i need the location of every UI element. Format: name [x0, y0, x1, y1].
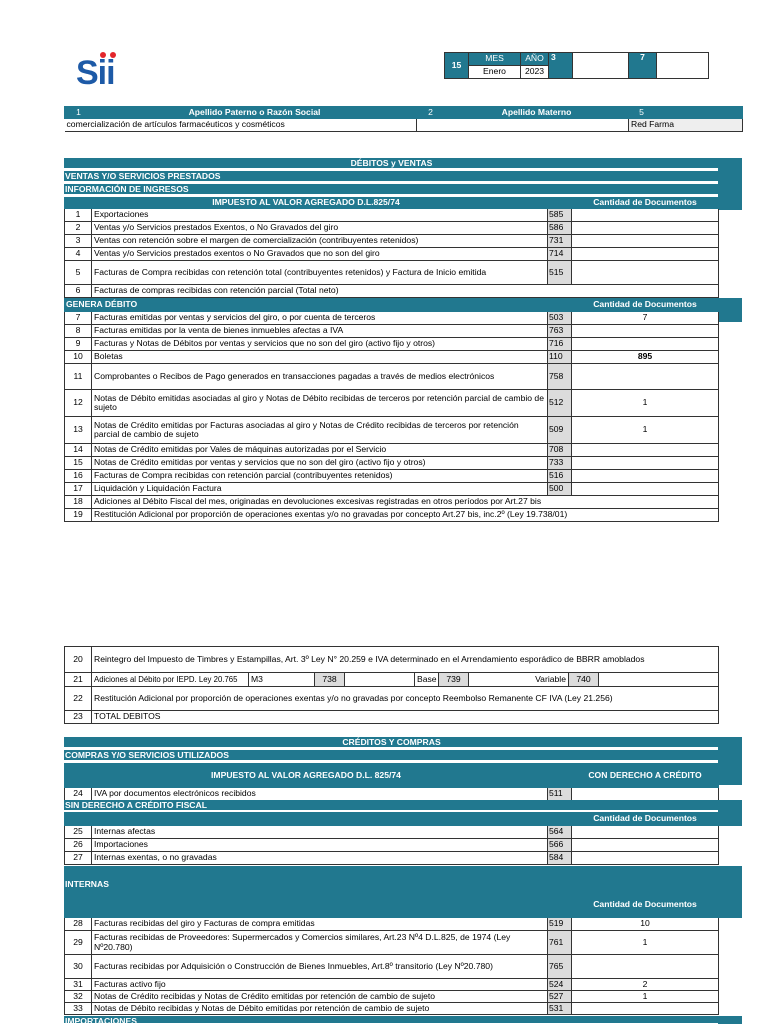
table-row — [65, 261, 719, 285]
section-tab-internas — [718, 866, 742, 918]
period-header — [444, 52, 709, 79]
row-code: 509 — [548, 417, 572, 444]
row-value[interactable] — [572, 483, 719, 496]
internas-pad — [65, 892, 572, 918]
row-number: 32 — [65, 991, 92, 1003]
sin-derecho-pad — [65, 813, 572, 826]
row-code: 758 — [548, 364, 572, 390]
creditos-table-b — [64, 812, 719, 865]
table-row — [65, 673, 719, 687]
row-number: 30 — [65, 955, 92, 979]
row-code: 527 — [548, 991, 572, 1003]
cell-7: 7 — [629, 53, 657, 79]
row-value[interactable]: 10 — [572, 918, 719, 931]
row-number: 27 — [65, 852, 92, 865]
row-number: 15 — [65, 457, 92, 470]
row-desc: Facturas de Compra recibidas con retención parcial (contribuyentes retenidos) — [92, 470, 548, 483]
apellido-materno-field[interactable] — [417, 119, 629, 132]
row-desc: Adiciones al Débito por IEPD. Ley 20.765 — [92, 673, 249, 687]
row-code: 500 — [548, 483, 572, 496]
label-2: 2 — [417, 107, 445, 119]
row-number: 26 — [65, 839, 92, 852]
row-desc: Notas de Crédito emitidas por Facturas asociadas al giro y Notas de Crédito recibidas de terceros por retención parcial de cambio de sujeto — [92, 417, 548, 444]
table-row — [65, 351, 719, 364]
row-code: 585 — [548, 209, 572, 222]
row-number: 25 — [65, 826, 92, 839]
row-code: 761 — [548, 931, 572, 955]
compras-label: COMPRAS Y/O SERVICIOS UTILIZADOS — [64, 750, 718, 761]
debitos-table-c — [64, 646, 719, 724]
row-number: 31 — [65, 979, 92, 991]
row-value[interactable] — [572, 209, 719, 222]
table-row — [65, 457, 719, 470]
table-row — [65, 826, 719, 839]
row-value[interactable]: 1 — [572, 991, 719, 1003]
debitos-table-b — [64, 298, 719, 522]
iva-label: IMPUESTO AL VALOR AGREGADO D.L.825/74 — [65, 198, 548, 209]
table-row — [65, 222, 719, 235]
row-number: 1 — [65, 209, 92, 222]
label-5: 5 — [629, 107, 655, 119]
label-1: 1 — [65, 107, 93, 119]
row-desc: Notas de Crédito emitidas por ventas y servicios que no son del giro (activo fijo y otros) — [92, 457, 548, 470]
row-number: 33 — [65, 1003, 92, 1015]
cell-7-value[interactable] — [657, 53, 709, 79]
row-value[interactable] — [572, 839, 719, 852]
row-number: 17 — [65, 483, 92, 496]
row-code: 740 — [569, 673, 599, 687]
table-row — [65, 979, 719, 991]
cell-3-value[interactable] — [573, 53, 629, 79]
variable-value[interactable] — [599, 673, 719, 687]
row-number: 28 — [65, 918, 92, 931]
mes-value[interactable]: Enero — [469, 66, 521, 79]
row-code: 765 — [548, 955, 572, 979]
row-desc: Boletas — [92, 351, 548, 364]
row-code: 731 — [548, 235, 572, 248]
table-row — [65, 852, 719, 865]
row-desc: Facturas recibidas de Proveedores: Supermercados y Comercios similares, Art.23 Nº4 D.L.825, de 1974 (Ley Nº20.780) — [92, 931, 548, 955]
nombre-field[interactable]: Red Farma — [629, 119, 743, 132]
anio-value[interactable]: 2023 — [521, 66, 549, 79]
row-number: 20 — [65, 647, 92, 673]
logo-text: Sii — [76, 54, 115, 92]
row-desc: Notas de Crédito emitidas por Vales de máquinas autorizadas por el Servicio — [92, 444, 548, 457]
importaciones-label: IMPORTACIONES — [64, 1016, 718, 1024]
row-code: 512 — [548, 390, 572, 417]
apellido-materno-label: Apellido Materno — [445, 107, 629, 119]
table-row — [65, 711, 719, 724]
section-tab-sin-derecho — [718, 800, 742, 826]
row-code: 524 — [548, 979, 572, 991]
creditos-title: CRÉDITOS Y COMPRAS — [64, 737, 718, 748]
row-code: 564 — [548, 826, 572, 839]
row-desc: Facturas emitidas por ventas y servicios del giro, o por cuenta de terceros — [92, 312, 548, 325]
razon-social-field[interactable]: comercialización de artículos farmacéuticos y cosméticos — [65, 119, 417, 132]
table-row — [65, 991, 719, 1003]
table-row — [65, 647, 719, 673]
row-code: 531 — [548, 1003, 572, 1015]
section-tab-debitos — [718, 158, 742, 210]
iva-label-pad — [548, 198, 572, 209]
row-desc: Ventas y/o Servicios prestados Exentos, o No Gravados del giro — [92, 222, 548, 235]
mes-label: MES — [469, 53, 521, 66]
cant-docs-label-4: Cantidad de Documentos — [572, 892, 719, 918]
table-row — [65, 338, 719, 351]
row-desc: Reintegro del Impuesto de Timbres y Estampillas, Art. 3º Ley N° 20.259 e IVA determinado en el Arrendamiento esporádico de BBRR amoblados — [92, 647, 719, 673]
row-number: 29 — [65, 931, 92, 955]
sii-logo — [76, 52, 124, 92]
row-desc: Facturas recibidas por Adquisición o Construcción de Bienes Inmuebles, Art.8º transitorio (Ley Nº20.780) — [92, 955, 548, 979]
table-row — [65, 417, 719, 444]
row-number: 18 — [65, 496, 92, 509]
row-number: 9 — [65, 338, 92, 351]
base-label: Base — [415, 673, 439, 687]
row-desc: Restitución Adicional por proporción de operaciones exentas y/o no gravadas por concepto Art.27 bis, inc.2º (Ley 19.738/01) — [92, 509, 719, 522]
row-desc: Notas de Débito emitidas asociadas al giro y Notas de Débito recibidas de terceros por retención parcial de cambio de sujeto — [92, 390, 548, 417]
table-row — [65, 687, 719, 711]
row-code: 503 — [548, 312, 572, 325]
row-desc: Notas de Crédito recibidas y Notas de Crédito emitidas por retención de cambio de sujeto — [92, 991, 548, 1003]
table-row — [65, 248, 719, 261]
m3-value[interactable] — [345, 673, 415, 687]
row-code: 519 — [548, 918, 572, 931]
row-code: 511 — [548, 788, 572, 801]
debitos-title: DÉBITOS y VENTAS — [64, 158, 718, 169]
table-row — [65, 496, 719, 509]
table-row — [65, 285, 719, 298]
row-desc: Facturas de compras recibidas con retención parcial (Total neto) — [92, 285, 719, 298]
table-row — [65, 483, 719, 496]
row-value[interactable]: 895 — [572, 351, 719, 364]
cant-docs-label-3: Cantidad de Documentos — [572, 813, 719, 826]
row-desc: Exportaciones — [92, 209, 548, 222]
row-value[interactable]: 7 — [572, 312, 719, 325]
anio-label: AÑO — [521, 53, 549, 66]
row-code: 584 — [548, 852, 572, 865]
row-value[interactable] — [572, 248, 719, 261]
table-row — [65, 1003, 719, 1015]
section-tab-importaciones — [718, 1016, 742, 1024]
table-row — [65, 209, 719, 222]
row-value[interactable]: 1 — [572, 390, 719, 417]
row-number: 4 — [65, 248, 92, 261]
row-desc: Facturas emitidas por la venta de bienes inmuebles afectas a IVA — [92, 325, 548, 338]
row-desc: Internas exentas, o no gravadas — [92, 852, 548, 865]
informacion-ingresos-label: INFORMACIÓN DE INGRESOS — [64, 184, 718, 195]
row-value[interactable] — [572, 955, 719, 979]
internas-label: INTERNAS — [64, 866, 718, 892]
row-number: 22 — [65, 687, 92, 711]
row-code: 733 — [548, 457, 572, 470]
table-row — [65, 509, 719, 522]
row-code: 515 — [548, 261, 572, 285]
table-row — [65, 312, 719, 325]
row-number: 6 — [65, 285, 92, 298]
row-value[interactable] — [572, 364, 719, 390]
row-value[interactable]: 1 — [572, 417, 719, 444]
row-value[interactable] — [572, 444, 719, 457]
table-row — [65, 364, 719, 390]
cell-15: 15 — [445, 53, 469, 79]
row-desc: Restitución Adicional por proporción de operaciones exentas y/o no gravadas por concepto Reembolso Remanente CF IVA (Ley 21.256) — [92, 687, 719, 711]
row-desc: Ventas y/o Servicios prestados exentos o No Gravados que no son del giro — [92, 248, 548, 261]
section-tab-genera — [718, 298, 742, 322]
row-value[interactable] — [572, 222, 719, 235]
table-row — [65, 235, 719, 248]
row-code: 110 — [548, 351, 572, 364]
row-desc: Facturas activo fijo — [92, 979, 548, 991]
row-desc: Facturas y Notas de Débitos por ventas y servicios que no son del giro (activo fijo y otros) — [92, 338, 548, 351]
row-number: 11 — [65, 364, 92, 390]
row-desc: Importaciones — [92, 839, 548, 852]
row-desc: Internas afectas — [92, 826, 548, 839]
header-filler — [655, 107, 743, 119]
row-number: 23 — [65, 711, 92, 724]
m3-label: M3 — [249, 673, 315, 687]
row-value[interactable] — [572, 470, 719, 483]
row-value[interactable] — [572, 788, 719, 801]
row-number: 8 — [65, 325, 92, 338]
row-number: 13 — [65, 417, 92, 444]
row-value[interactable]: 1 — [572, 931, 719, 955]
row-code: 738 — [315, 673, 345, 687]
row-desc: Liquidación y Liquidación Factura — [92, 483, 548, 496]
row-code: 708 — [548, 444, 572, 457]
row-number: 24 — [65, 788, 92, 801]
table-row — [65, 390, 719, 417]
row-code: 739 — [439, 673, 469, 687]
row-number: 5 — [65, 261, 92, 285]
row-value[interactable] — [572, 325, 719, 338]
row-code: 716 — [548, 338, 572, 351]
table-row — [65, 470, 719, 483]
table-row — [65, 931, 719, 955]
row-code: 714 — [548, 248, 572, 261]
table-row — [65, 918, 719, 931]
ventas-label: VENTAS Y/O SERVICIOS PRESTADOS — [64, 171, 718, 182]
apellido-paterno-label: Apellido Paterno o Razón Social — [93, 107, 417, 119]
row-number: 14 — [65, 444, 92, 457]
table-row — [65, 788, 719, 801]
variable-label: Variable — [469, 673, 569, 687]
row-value[interactable] — [572, 1003, 719, 1015]
genera-debito-label: GENERA DÉBITO — [65, 299, 572, 312]
identity-section — [64, 106, 743, 132]
row-desc: Facturas de Compra recibidas con retención total (contribuyentes retenidos) y Factura de Inicio emitida — [92, 261, 548, 285]
row-value[interactable] — [572, 826, 719, 839]
iva-label-pad-2 — [548, 764, 572, 788]
table-row — [65, 325, 719, 338]
row-value[interactable]: 2 — [572, 979, 719, 991]
row-number: 2 — [65, 222, 92, 235]
table-row — [65, 955, 719, 979]
row-desc: Notas de Débito recibidas y Notas de Débito emitidas por retención de cambio de sujeto — [92, 1003, 548, 1015]
row-desc: Ventas con retención sobre el margen de comercialización (contribuyentes retenidos) — [92, 235, 548, 248]
row-number: 12 — [65, 390, 92, 417]
creditos-table-c — [64, 891, 719, 1015]
debitos-table-a — [64, 197, 719, 298]
sin-derecho-label: SIN DERECHO A CRÉDITO FISCAL — [64, 800, 718, 811]
table-row — [65, 839, 719, 852]
row-value[interactable] — [572, 852, 719, 865]
row-code: 516 — [548, 470, 572, 483]
row-value[interactable] — [572, 457, 719, 470]
row-number: 19 — [65, 509, 92, 522]
cant-docs-label-2: Cantidad de Documentos — [572, 299, 719, 312]
table-row — [65, 444, 719, 457]
section-tab-creditos — [718, 737, 742, 785]
row-code: 763 — [548, 325, 572, 338]
row-number: 3 — [65, 235, 92, 248]
creditos-table-a — [64, 763, 719, 801]
iva-label-creditos: IMPUESTO AL VALOR AGREGADO D.L. 825/74 — [65, 764, 548, 788]
row-code: 586 — [548, 222, 572, 235]
row-desc: TOTAL DEBITOS — [92, 711, 719, 724]
row-desc: IVA por documentos electrónicos recibidos — [92, 788, 548, 801]
row-number: 16 — [65, 470, 92, 483]
row-desc: Adiciones al Débito Fiscal del mes, originadas en devoluciones excesivas registradas en otros períodos por Art.27 bis — [92, 496, 719, 509]
row-number: 21 — [65, 673, 92, 687]
row-number: 7 — [65, 312, 92, 325]
cant-docs-label: Cantidad de Documentos — [572, 198, 719, 209]
row-code: 566 — [548, 839, 572, 852]
row-desc: Facturas recibidas del giro y Facturas de compra emitidas — [92, 918, 548, 931]
row-desc: Comprobantes o Recibos de Pago generados en transacciones pagadas a través de medios electrónicos — [92, 364, 548, 390]
row-value[interactable] — [572, 261, 719, 285]
con-derecho-label: CON DERECHO A CRÉDITO — [572, 764, 719, 788]
row-value[interactable] — [572, 235, 719, 248]
row-number: 10 — [65, 351, 92, 364]
cell-3: 3 — [549, 53, 573, 79]
row-value[interactable] — [572, 338, 719, 351]
